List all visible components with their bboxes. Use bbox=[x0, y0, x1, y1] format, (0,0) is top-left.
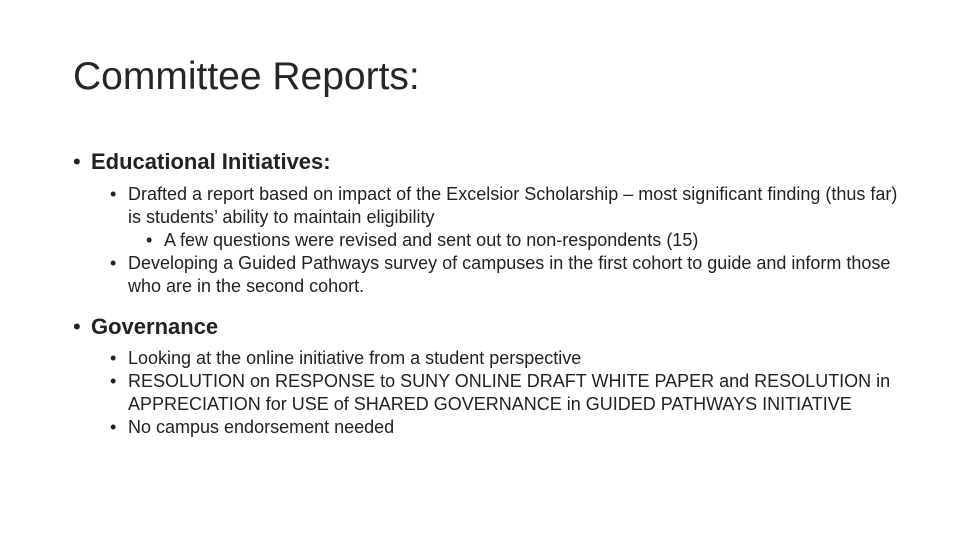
section-list-educational-initiatives bbox=[73, 183, 903, 298]
list-item-text: Drafted a report based on impact of the Excelsior Scholarship – most significant finding (thus far) is students’ ability to maintain eligibility bbox=[128, 184, 898, 228]
section-heading-text: Governance bbox=[91, 314, 219, 340]
bullet-icon: • bbox=[73, 149, 81, 174]
bullet-icon: • bbox=[110, 370, 117, 391]
list-item bbox=[110, 183, 903, 229]
list-item bbox=[110, 252, 903, 298]
list-item-text: Looking at the online initiative from a student perspective bbox=[128, 347, 582, 368]
section-heading-text: Educational Initiatives: bbox=[91, 149, 331, 174]
slide-body bbox=[73, 145, 903, 439]
list-item-text: A few questions were revised and sent out to non-respondents (15) bbox=[164, 230, 699, 251]
list-item bbox=[110, 370, 903, 416]
list-item-text: Developing a Guided Pathways survey of campuses in the first cohort to guide and inform those who are in the second cohort. bbox=[128, 253, 891, 297]
list-item-text: RESOLUTION on RESPONSE to SUNY ONLINE DRAFT WHITE PAPER and RESOLUTION in APPRECIATION for USE of SHARED GOVERNANCE in GUIDED PATHWAYS INITIATIVE bbox=[128, 370, 891, 414]
bullet-icon: • bbox=[110, 253, 117, 274]
bullet-icon: • bbox=[110, 184, 117, 205]
bullet-icon: • bbox=[110, 347, 117, 368]
bullet-icon: • bbox=[73, 314, 81, 340]
list-item bbox=[110, 416, 903, 439]
section-heading-governance bbox=[73, 314, 903, 340]
bullet-icon: • bbox=[110, 416, 117, 437]
section-heading-educational-initiatives bbox=[73, 149, 903, 175]
list-item-text: No campus endorsement needed bbox=[128, 416, 395, 437]
slide-title: Committee Reports: bbox=[73, 55, 420, 98]
list-item bbox=[110, 347, 903, 370]
section-list-governance bbox=[73, 347, 903, 439]
bullet-icon: • bbox=[146, 230, 153, 251]
list-subitem bbox=[146, 229, 903, 252]
